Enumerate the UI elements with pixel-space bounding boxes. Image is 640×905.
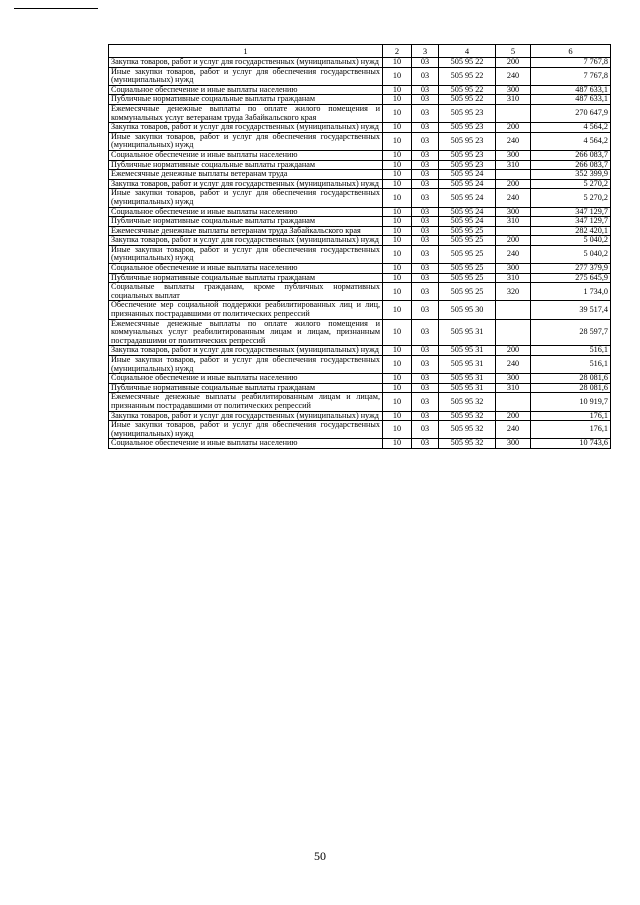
row-expense-type: 300: [496, 150, 531, 160]
row-amount: 277 379,9: [531, 264, 611, 274]
row-subsection: 03: [412, 189, 439, 207]
row-section: 10: [383, 439, 412, 449]
row-section: 10: [383, 179, 412, 189]
table-row: [109, 439, 611, 449]
table-body: [109, 58, 611, 449]
row-expense-type: 310: [496, 217, 531, 227]
row-section: 10: [383, 383, 412, 393]
row-target-article: 505 95 25: [439, 226, 496, 236]
row-section: 10: [383, 411, 412, 421]
row-amount: 5 270,2: [531, 179, 611, 189]
row-name: Социальное обеспечение и иные выплаты населению: [109, 207, 383, 217]
row-target-article: 505 95 32: [439, 411, 496, 421]
row-target-article: 505 95 31: [439, 319, 496, 346]
row-section: 10: [383, 189, 412, 207]
row-name: Социальное обеспечение и иные выплаты населению: [109, 374, 383, 384]
row-name: Иные закупки товаров, работ и услуг для обеспечения государственных (муниципальных) нужд: [109, 67, 383, 85]
row-target-article: 505 95 24: [439, 207, 496, 217]
row-target-article: 505 95 25: [439, 245, 496, 263]
row-subsection: 03: [412, 58, 439, 68]
row-target-article: 505 95 22: [439, 85, 496, 95]
row-subsection: 03: [412, 346, 439, 356]
column-header: 2: [383, 45, 412, 58]
row-section: 10: [383, 85, 412, 95]
row-name: Публичные нормативные социальные выплаты гражданам: [109, 217, 383, 227]
row-amount: 5 040,2: [531, 236, 611, 246]
row-name: Ежемесячные денежные выплаты ветеранам труда Забайкальского края: [109, 226, 383, 236]
row-section: 10: [383, 319, 412, 346]
row-amount: 347 129,7: [531, 207, 611, 217]
row-subsection: 03: [412, 67, 439, 85]
row-amount: 4 564,2: [531, 123, 611, 133]
row-amount: 7 767,8: [531, 67, 611, 85]
row-expense-type: 310: [496, 95, 531, 105]
row-subsection: 03: [412, 374, 439, 384]
row-target-article: 505 95 24: [439, 170, 496, 180]
row-name: Закупка товаров, работ и услуг для государственных (муниципальных) нужд: [109, 236, 383, 246]
row-section: 10: [383, 245, 412, 263]
row-name: Иные закупки товаров, работ и услуг для обеспечения государственных (муниципальных) нужд: [109, 132, 383, 150]
row-expense-type: 300: [496, 439, 531, 449]
column-header: 5: [496, 45, 531, 58]
row-subsection: 03: [412, 226, 439, 236]
column-header: 1: [109, 45, 383, 58]
row-expense-type: 310: [496, 383, 531, 393]
row-expense-type: 200: [496, 411, 531, 421]
row-expense-type: 240: [496, 245, 531, 263]
row-target-article: 505 95 23: [439, 123, 496, 133]
row-expense-type: 200: [496, 236, 531, 246]
row-amount: 266 083,7: [531, 150, 611, 160]
row-section: 10: [383, 393, 412, 411]
row-expense-type: 300: [496, 374, 531, 384]
row-name: Социальное обеспечение и иные выплаты населению: [109, 150, 383, 160]
row-amount: 4 564,2: [531, 132, 611, 150]
column-header: 4: [439, 45, 496, 58]
row-target-article: 505 95 23: [439, 104, 496, 122]
table-row: [109, 132, 611, 150]
row-subsection: 03: [412, 123, 439, 133]
row-section: 10: [383, 301, 412, 319]
row-amount: 7 767,8: [531, 58, 611, 68]
row-target-article: 505 95 31: [439, 356, 496, 374]
row-target-article: 505 95 31: [439, 383, 496, 393]
row-name: Закупка товаров, работ и услуг для государственных (муниципальных) нужд: [109, 179, 383, 189]
row-section: 10: [383, 160, 412, 170]
row-name: Социальное обеспечение и иные выплаты населению: [109, 85, 383, 95]
row-section: 10: [383, 226, 412, 236]
row-name: Закупка товаров, работ и услуг для государственных (муниципальных) нужд: [109, 411, 383, 421]
row-section: 10: [383, 67, 412, 85]
row-name: Ежемесячные денежные выплаты ветеранам труда: [109, 170, 383, 180]
row-name: Закупка товаров, работ и услуг для государственных (муниципальных) нужд: [109, 346, 383, 356]
row-name: Ежемесячные денежные выплаты по оплате жилого помещения и коммунальных услуг ветеранам труда Забайкальского края: [109, 104, 383, 122]
row-subsection: 03: [412, 319, 439, 346]
table-row: [109, 189, 611, 207]
table-row: [109, 85, 611, 95]
row-section: 10: [383, 104, 412, 122]
row-name: Публичные нормативные социальные выплаты гражданам: [109, 95, 383, 105]
row-target-article: 505 95 31: [439, 374, 496, 384]
table-row: [109, 383, 611, 393]
row-section: 10: [383, 150, 412, 160]
row-expense-type: 310: [496, 273, 531, 283]
table-row: [109, 179, 611, 189]
row-amount: 282 420,1: [531, 226, 611, 236]
row-amount: 5 270,2: [531, 189, 611, 207]
row-section: 10: [383, 217, 412, 227]
row-target-article: 505 95 22: [439, 95, 496, 105]
row-target-article: 505 95 23: [439, 150, 496, 160]
row-name: Ежемесячные денежные выплаты реабилитированным лицам и лицам, признанным пострадавшими от политических репрессий: [109, 393, 383, 411]
row-subsection: 03: [412, 170, 439, 180]
row-section: 10: [383, 123, 412, 133]
row-amount: 516,1: [531, 346, 611, 356]
header-row: [109, 45, 611, 58]
row-section: 10: [383, 132, 412, 150]
table-row: [109, 393, 611, 411]
page-number: 50: [314, 849, 326, 863]
row-expense-type: 320: [496, 283, 531, 301]
row-target-article: 505 95 22: [439, 58, 496, 68]
row-name: Иные закупки товаров, работ и услуг для обеспечения государственных (муниципальных) нужд: [109, 245, 383, 263]
row-subsection: 03: [412, 160, 439, 170]
row-target-article: 505 95 22: [439, 67, 496, 85]
row-subsection: 03: [412, 383, 439, 393]
row-expense-type: 240: [496, 132, 531, 150]
row-subsection: 03: [412, 132, 439, 150]
row-expense-type: 300: [496, 207, 531, 217]
row-name: Публичные нормативные социальные выплаты гражданам: [109, 160, 383, 170]
row-section: 10: [383, 283, 412, 301]
row-section: 10: [383, 346, 412, 356]
row-subsection: 03: [412, 356, 439, 374]
row-amount: 28 081,6: [531, 383, 611, 393]
row-subsection: 03: [412, 439, 439, 449]
row-target-article: 505 95 30: [439, 301, 496, 319]
table-row: [109, 123, 611, 133]
row-target-article: 505 95 31: [439, 346, 496, 356]
table-row: [109, 346, 611, 356]
row-amount: 1 734,0: [531, 283, 611, 301]
table-row: [109, 95, 611, 105]
row-section: 10: [383, 421, 412, 439]
table-row: [109, 217, 611, 227]
table-row: [109, 245, 611, 263]
row-target-article: 505 95 24: [439, 217, 496, 227]
row-subsection: 03: [412, 421, 439, 439]
row-subsection: 03: [412, 207, 439, 217]
row-expense-type: 200: [496, 346, 531, 356]
row-target-article: 505 95 23: [439, 132, 496, 150]
row-subsection: 03: [412, 301, 439, 319]
row-amount: 28 597,7: [531, 319, 611, 346]
row-name: Закупка товаров, работ и услуг для государственных (муниципальных) нужд: [109, 58, 383, 68]
column-header: 3: [412, 45, 439, 58]
row-subsection: 03: [412, 179, 439, 189]
row-subsection: 03: [412, 150, 439, 160]
row-section: 10: [383, 264, 412, 274]
row-target-article: 505 95 32: [439, 393, 496, 411]
row-subsection: 03: [412, 104, 439, 122]
row-expense-type: 200: [496, 179, 531, 189]
row-name: Публичные нормативные социальные выплаты гражданам: [109, 273, 383, 283]
row-target-article: 505 95 32: [439, 421, 496, 439]
row-name: Закупка товаров, работ и услуг для государственных (муниципальных) нужд: [109, 123, 383, 133]
row-amount: 487 633,1: [531, 95, 611, 105]
row-section: 10: [383, 374, 412, 384]
row-expense-type: [496, 104, 531, 122]
row-subsection: 03: [412, 85, 439, 95]
row-section: 10: [383, 58, 412, 68]
table-row: [109, 150, 611, 160]
row-expense-type: [496, 226, 531, 236]
row-name: Ежемесячные денежные выплаты по оплате жилого помещения и коммунальных услуг реабилитированным лицам и лицам, признанным пострадавшими от политических репрессий: [109, 319, 383, 346]
table-row: [109, 374, 611, 384]
row-target-article: 505 95 32: [439, 439, 496, 449]
row-name: Социальное обеспечение и иные выплаты населению: [109, 439, 383, 449]
table-row: [109, 356, 611, 374]
row-expense-type: 310: [496, 160, 531, 170]
row-name: Социальное обеспечение и иные выплаты населению: [109, 264, 383, 274]
row-name: Иные закупки товаров, работ и услуг для обеспечения государственных (муниципальных) нужд: [109, 356, 383, 374]
row-expense-type: 240: [496, 189, 531, 207]
row-subsection: 03: [412, 236, 439, 246]
table-row: [109, 207, 611, 217]
row-name: Обеспечение мер социальной поддержки реабилитированных лиц и лиц, признанных пострадавшими от политических репрессий: [109, 301, 383, 319]
table-row: [109, 411, 611, 421]
table-row: [109, 301, 611, 319]
row-subsection: 03: [412, 95, 439, 105]
row-amount: 516,1: [531, 356, 611, 374]
row-amount: 176,1: [531, 411, 611, 421]
row-section: 10: [383, 170, 412, 180]
row-target-article: 505 95 24: [439, 179, 496, 189]
table-row: [109, 160, 611, 170]
table-row: [109, 264, 611, 274]
row-amount: 10 743,6: [531, 439, 611, 449]
row-target-article: 505 95 25: [439, 273, 496, 283]
row-expense-type: 200: [496, 123, 531, 133]
row-name: Публичные нормативные социальные выплаты гражданам: [109, 383, 383, 393]
row-subsection: 03: [412, 245, 439, 263]
row-subsection: 03: [412, 264, 439, 274]
row-target-article: 505 95 25: [439, 236, 496, 246]
row-amount: 28 081,6: [531, 374, 611, 384]
row-subsection: 03: [412, 217, 439, 227]
budget-table: [108, 44, 611, 449]
row-expense-type: 240: [496, 67, 531, 85]
row-amount: 487 633,1: [531, 85, 611, 95]
row-section: 10: [383, 95, 412, 105]
row-amount: 352 399,9: [531, 170, 611, 180]
row-amount: 10 919,7: [531, 393, 611, 411]
row-expense-type: [496, 170, 531, 180]
row-expense-type: 240: [496, 421, 531, 439]
table-row: [109, 58, 611, 68]
row-target-article: 505 95 25: [439, 283, 496, 301]
row-expense-type: 200: [496, 58, 531, 68]
row-expense-type: 240: [496, 356, 531, 374]
row-amount: 5 040,2: [531, 245, 611, 263]
row-name: Иные закупки товаров, работ и услуг для обеспечения государственных (муниципальных) нужд: [109, 421, 383, 439]
row-name: Иные закупки товаров, работ и услуг для обеспечения государственных (муниципальных) нужд: [109, 189, 383, 207]
row-amount: 270 647,9: [531, 104, 611, 122]
row-target-article: 505 95 25: [439, 264, 496, 274]
table-row: [109, 226, 611, 236]
table-row: [109, 67, 611, 85]
row-expense-type: [496, 319, 531, 346]
row-section: 10: [383, 236, 412, 246]
row-amount: 266 083,7: [531, 160, 611, 170]
row-subsection: 03: [412, 411, 439, 421]
table-row: [109, 236, 611, 246]
row-target-article: 505 95 23: [439, 160, 496, 170]
table-row: [109, 170, 611, 180]
row-amount: 176,1: [531, 421, 611, 439]
table-row: [109, 283, 611, 301]
row-subsection: 03: [412, 393, 439, 411]
row-name: Социальные выплаты гражданам, кроме публичных нормативных социальных выплат: [109, 283, 383, 301]
row-amount: 275 645,9: [531, 273, 611, 283]
table-row: [109, 273, 611, 283]
row-section: 10: [383, 207, 412, 217]
row-subsection: 03: [412, 283, 439, 301]
row-expense-type: 300: [496, 264, 531, 274]
row-section: 10: [383, 273, 412, 283]
row-section: 10: [383, 356, 412, 374]
table-row: [109, 104, 611, 122]
table-row: [109, 319, 611, 346]
top-rule: [14, 8, 98, 9]
column-header: 6: [531, 45, 611, 58]
row-subsection: 03: [412, 273, 439, 283]
row-amount: 347 129,7: [531, 217, 611, 227]
row-expense-type: [496, 301, 531, 319]
row-target-article: 505 95 24: [439, 189, 496, 207]
row-expense-type: 300: [496, 85, 531, 95]
row-expense-type: [496, 393, 531, 411]
row-amount: 39 517,4: [531, 301, 611, 319]
table-row: [109, 421, 611, 439]
